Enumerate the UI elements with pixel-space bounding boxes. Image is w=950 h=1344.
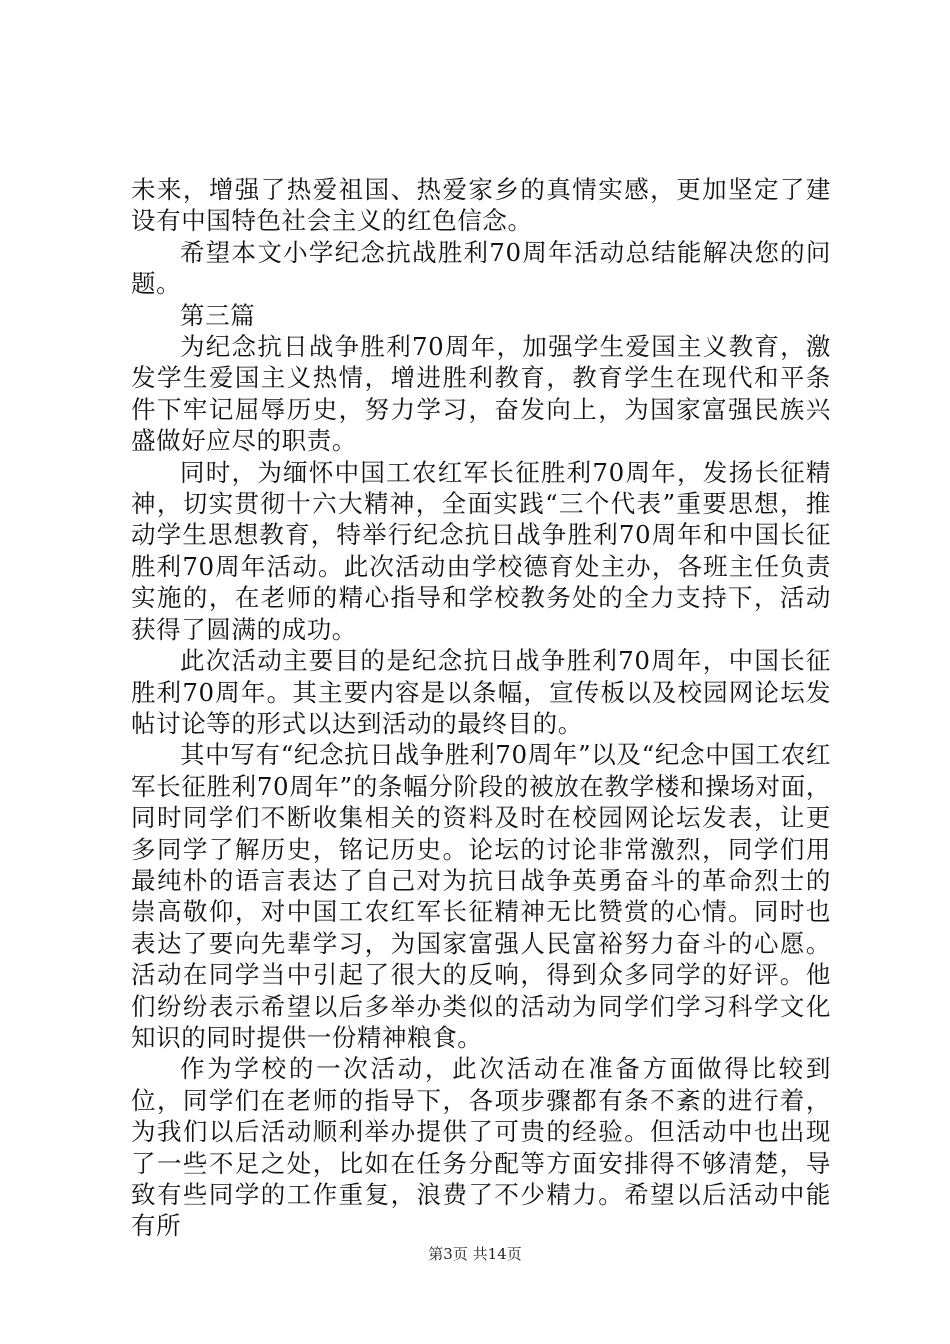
paragraph: 其中写有“纪念抗日战争胜利70周年”以及“纪念中国工农红军长征胜利70周年”的条幅分阶段的被放在教学楼和操场对面，同时同学们不断收集相关的资料及时在校园网论坛发表，让更多同学了解历史，铭记历史。论坛的讨论非常激烈，同学们用最纯朴的语言表达了自己对为抗日战争英勇奋斗的革命烈士的崇高敬仰，对中国工农红军长征精神无比赞赏的心情。同时也表达了要向先辈学习，为国家富强人民富裕努力奋斗的心愿。活动在同学当中引起了很大的反响，得到众多同学的好评。他们纷纷表示希望以后多举办类似的活动为同学们学习科学文化知识的同时提供一份精神粮食。 (131, 740, 831, 1052)
section-heading: 第三篇 (180, 300, 256, 330)
paragraph: 此次活动主要目的是纪念抗日战争胜利70周年，中国长征胜利70周年。其主要内容是以条幅，宣传板以及校园网论坛发帖讨论等的形式以达到活动的最终目的。 (131, 646, 831, 738)
document-body (131, 174, 831, 1242)
page-number-footer: 第3页 共14页 (428, 1245, 522, 1263)
paragraph: 作为学校的一次活动，此次活动在准备方面做得比较到位，同学们在老师的指导下，各项步骤都有条不紊的进行着，为我们以后活动顺利举办提供了可贵的经验。但活动中也出现了一些不足之处，比如在任务分配等方面安排得不够清楚，导致有些同学的工作重复，浪费了不少精力。希望以后活动中能有所 (131, 1054, 831, 1241)
paragraph-closing-wish: 希望本文小学纪念抗战胜利70周年活动总结能解决您的问题。 (131, 237, 831, 299)
paragraph-continuation: 未来，增强了热爱祖国、热爱家乡的真情实感，更加坚定了建设有中国特色社会主义的红色信念。 (131, 175, 831, 236)
paragraph: 为纪念抗日战争胜利70周年，加强学生爱国主义教育，激发学生爱国主义热情，增进胜利教育，教育学生在现代和平条件下牢记屈辱历史，努力学习，奋发向上，为国家富强民族兴盛做好应尽的职责。 (131, 332, 831, 456)
paragraph: 同时，为缅怀中国工农红军长征胜利70周年，发扬长征精神，切实贯彻十六大精神，全面实践“三个代表”重要思想，推动学生思想教育，特举行纪念抗日战争胜利70周年和中国长征胜利70周年活动。此次活动由学校德育处主办，各班主任负责实施的，在老师的精心指导和学校教务处的全力支持下，活动获得了圆满的成功。 (131, 457, 831, 644)
